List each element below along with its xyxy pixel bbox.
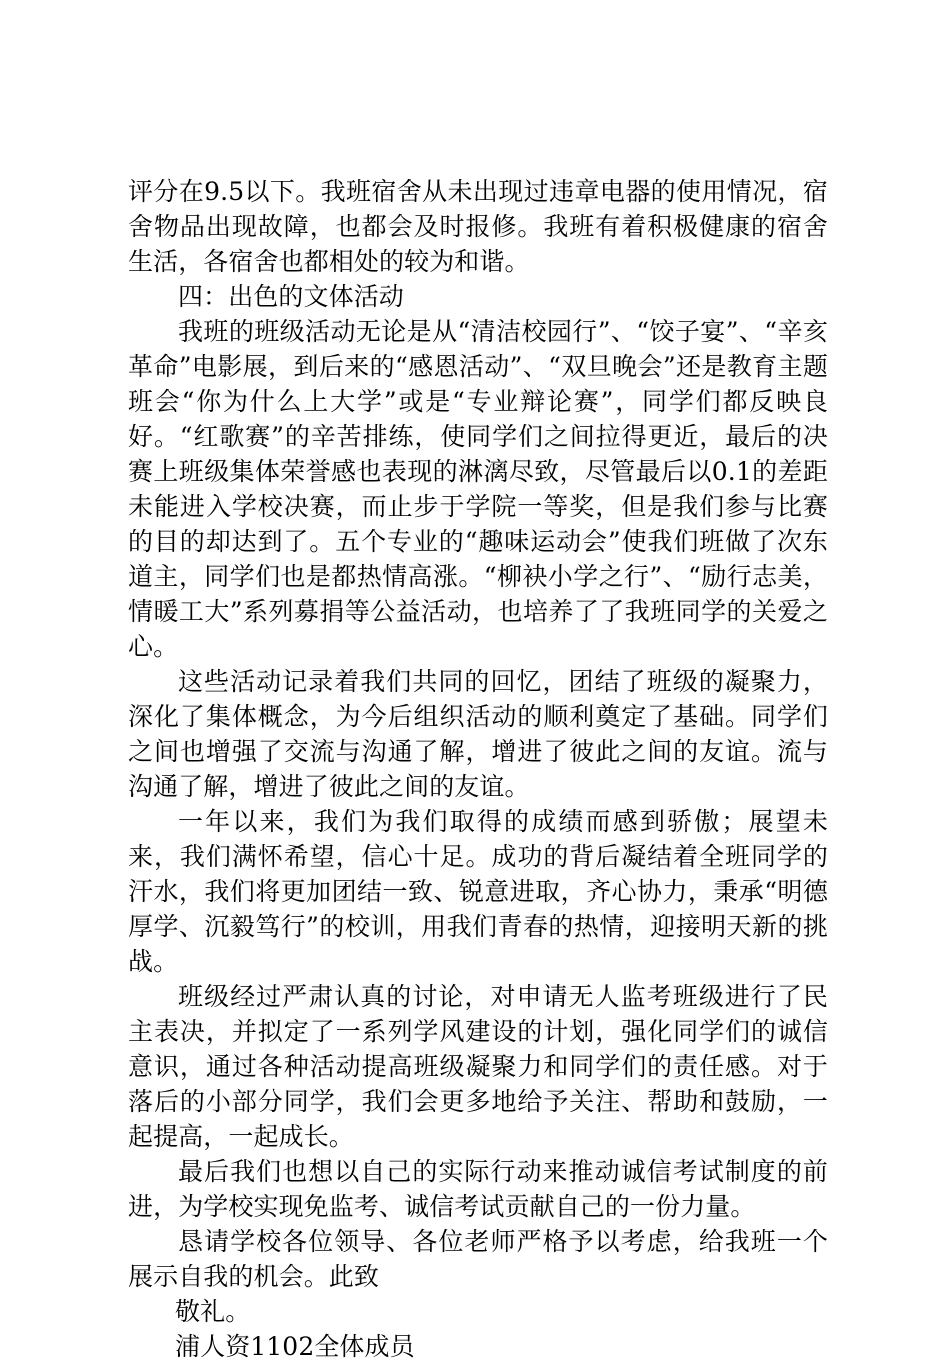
paragraph-request: 恳请学校各位领导、各位老师严格予以考虑，给我班一个展示自我的机会。此致 [128, 1227, 828, 1291]
paragraph-integrity-exam: 最后我们也想以自己的实际行动来推动诚信考试制度的前进，为学校实现免监考、诚信考试贡献自己的一份力量。 [128, 1157, 828, 1221]
paragraph-dormitory-continued: 评分在9.5以下。我班宿舍从未出现过违章电器的使用情况，宿舍物品出现故障，也都会及时报修。我班有着积极健康的宿舍生活，各宿舍也都相处的较为和谐。 [128, 177, 828, 276]
paragraph-class-discussion: 班级经过严肃认真的讨论，对申请无人监考班级进行了民主表决，并拟定了一系列学风建设的计划，强化同学们的诚信意识，通过各种活动提高班级凝聚力和同学们的责任感。对于落后的小部分同学，我们会更多地给予关注、帮助和鼓励，一起提高，一起成长。 [128, 982, 828, 1151]
paragraph-year-review: 一年以来，我们为我们取得的成绩而感到骄傲；展望未来，我们满怀希望，信心十足。成功的背后凝结着全班同学的汗水，我们将更加团结一致、锐意进取，齐心协力，秉承“明德厚学、沉毅笃行”的校训，用我们青春的热情，迎接明天新的挑战。 [128, 807, 828, 976]
document-body [128, 174, 828, 1364]
signature-line: 浦人资1102全体成员 [175, 1332, 415, 1361]
closing-salutation: 敬礼。 [175, 1297, 251, 1326]
paragraph-activity-memories: 这些活动记录着我们共同的回忆，团结了班级的凝聚力，深化了集体概念，为今后组织活动的顺利奠定了基础。同学们之间也增强了交流与沟通了解，增进了彼此之间的友谊。流与沟通了解，增进了彼此之间的友谊。 [128, 667, 828, 801]
section-heading-activities: 四：出色的文体活动 [178, 282, 404, 311]
paragraph-class-activities: 我班的班级活动无论是从“清洁校园行”、“饺子宴”、“辛亥革命”电影展，到后来的“感恩活动”、“双旦晚会”还是教育主题班会“你为什么上大学”或是“专业辩论赛”，同学们都反映良好。“红歌赛”的辛苦排练，使同学们之间拉得更近，最后的决赛上班级集体荣誉感也表现的淋漓尽致，尽管最后以0.1的差距未能进入学校决赛，而止步于学院一等奖，但是我们参与比赛的目的却达到了。五个专业的“趣味运动会”使我们班做了次东道主，同学们也是都热情高涨。“柳袂小学之行”、“励行志美，情暖工大”系列募捐等公益活动，也培养了了我班同学的关爱之心。 [128, 317, 828, 661]
